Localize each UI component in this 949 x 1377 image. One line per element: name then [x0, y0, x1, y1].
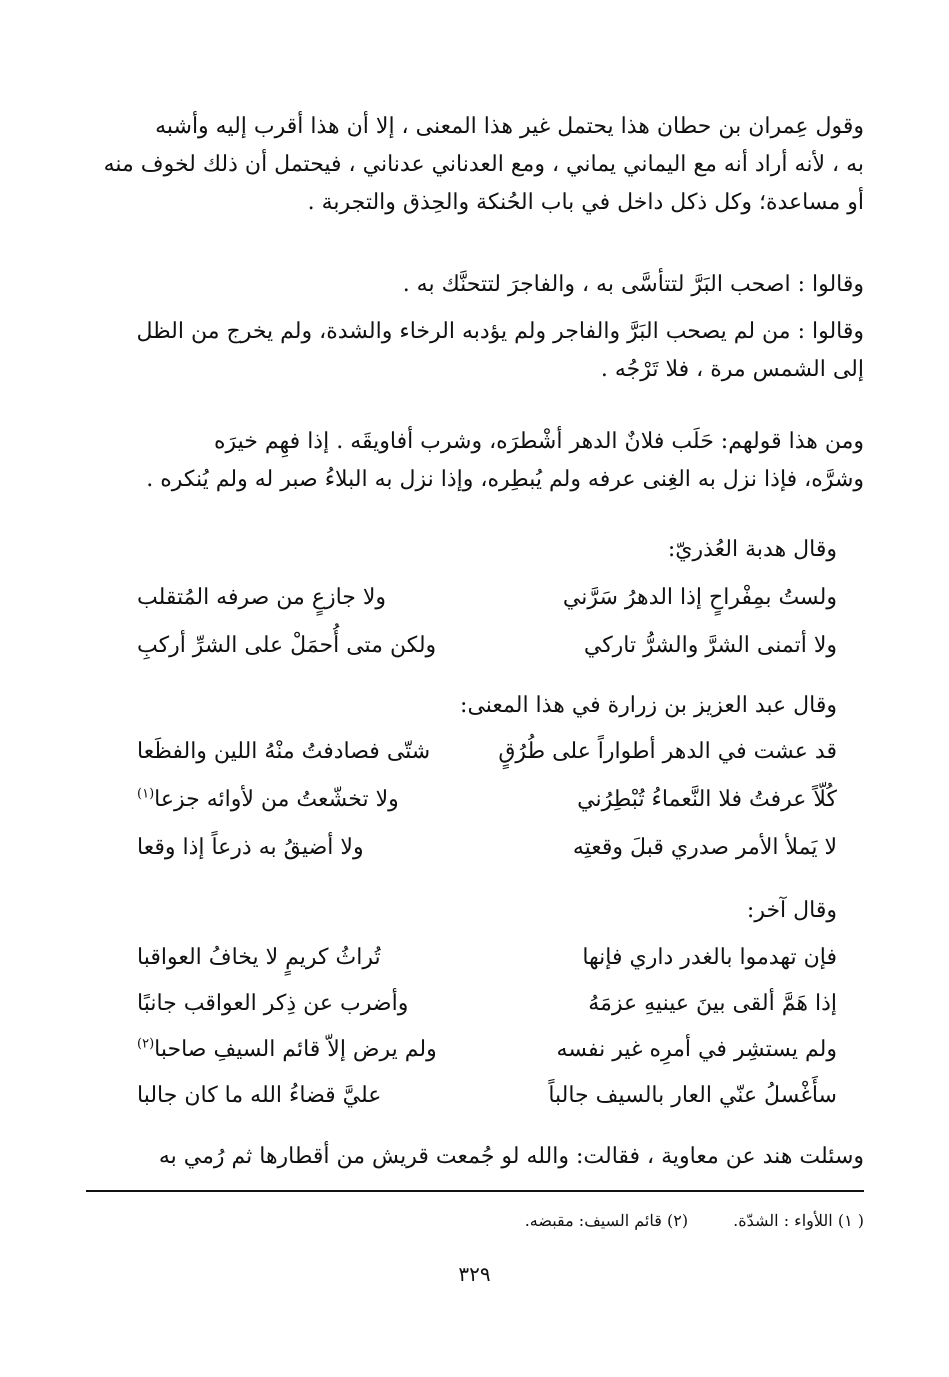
footnote-divider [86, 1190, 864, 1192]
paragraph-2 [104, 266, 864, 304]
prose-line: وقالوا : من لم يصحب البَرَّ والفاجر ولم يؤدبه الرخاء والشدة، ولم يخرج من الظل [136, 319, 864, 344]
poem-intro: وقال آخر: [746, 898, 837, 923]
verse-first-hemistich: ولا أتمنى الشرَّ والشرُّ تاركي [583, 633, 837, 658]
prose-line: ومن هذا قولهم: حَلَب فلانٌ الدهر أشْطرَه، وشرب أفاويقَه . إذا فهِم خيرَه [214, 429, 864, 454]
verse-line [137, 780, 837, 820]
page-number: ٣٢٩ [458, 1262, 491, 1286]
verse-line [137, 626, 837, 666]
prose-line: أو مساعدة؛ وكل ذكل داخل في باب الحُنكة والحِذق والتجربة . [307, 190, 864, 215]
verse-second-hemistich: وأضرب عن ذِكر العواقب جانبًا [137, 991, 409, 1016]
verse-text: ولا تخشّعتُ من لأوائه جزعا [154, 787, 399, 812]
verse-second-hemistich: ولكن متى أُحمَلْ على الشرِّ أركبِ [137, 633, 437, 658]
poem-intro: وقال هدبة العُذريّ: [667, 537, 837, 562]
verse-second-hemistich: ولا أضيقُ به ذرعاً إذا وقعا [137, 835, 364, 860]
verse-second-hemistich [137, 780, 399, 820]
poem-intro: وقال عبد العزيز بن زرارة في هذا المعنى: [460, 693, 837, 718]
verse-second-hemistich: ولا جازعٍ من صرفه المُتقلب [137, 585, 387, 610]
verse-first-hemistich: قد عشت في الدهر أطواراً على طُرُقٍ [498, 739, 837, 764]
verse-second-hemistich: تُراثُ كريمٍ لا يخافُ العواقبا [137, 945, 381, 970]
verse-line [137, 984, 837, 1024]
verse-line [137, 1030, 837, 1070]
footnote-1: ( ١) اللأواء : الشدّة. [733, 1211, 864, 1230]
verse-line [137, 732, 837, 772]
footnotes [485, 1208, 864, 1234]
verse-second-hemistich: شتّى فصادفتُ منْهُ اللين والفظَعا [137, 739, 431, 764]
verse-line [137, 828, 837, 868]
verse-second-hemistich [137, 1030, 437, 1070]
footnote-marker: (٢) [137, 1036, 155, 1052]
prose-line: إلى الشمس مرة ، فلا تَرْجُه . [600, 357, 864, 382]
paragraph-4 [104, 423, 864, 499]
verse-line [137, 1076, 837, 1116]
verse-line [137, 938, 837, 978]
paragraph-3 [104, 313, 864, 389]
verse-first-hemistich: كُلّاً عرفتُ فلا النَّعماءُ تُبْطِرُني [577, 787, 837, 812]
paragraph-5 [104, 1138, 864, 1176]
footnote-marker: (١) [137, 786, 155, 802]
prose-line: وقول عِمران بن حطان هذا يحتمل غير هذا المعنى ، إلا أن هذا أقرب إليه وأشبه [155, 114, 864, 139]
prose-line: وشرَّه، فإذا نزل به الغِنى عرفه ولم يُبطِره، وإذا نزل به البلاءُ صبر له ولم يُنكره . [146, 467, 864, 492]
verse-first-hemistich: فإن تهدموا بالغدر داري فإنها [582, 945, 837, 970]
verse-first-hemistich: سأَغْسلُ عنّي العار بالسيف جالباً [548, 1083, 837, 1108]
verse-text: ولم يرض إلاّ قائم السيفِ صاحبا [154, 1037, 437, 1062]
verse-second-hemistich: عليَّ قضاءُ الله ما كان جالبا [137, 1083, 382, 1108]
footnote-2: (٢) قائم السيف: مقبضه. [524, 1211, 689, 1230]
prose-line: به ، لأنه أراد أنه مع اليماني يماني ، ومع العدناني عدناني ، فيحتمل أن ذلك لخوف منه [104, 152, 864, 177]
verse-first-hemistich: ولم يستشِر في أمرِه غير نفسه [556, 1037, 837, 1062]
verse-first-hemistich: لا يَملأ الأمر صدري قبلَ وقعتِه [572, 835, 837, 860]
verse-first-hemistich: إذا هَمَّ ألقى بينَ عينيهِ عزمَهُ [588, 991, 837, 1016]
prose-line: وقالوا : اصحب البَرَّ لتتأسَّى به ، والفاجرَ لتتحنَّك به . [402, 272, 864, 297]
verse-line [137, 578, 837, 618]
paragraph-1 [104, 108, 864, 222]
prose-line: وسئلت هند عن معاوية ، فقالت: والله لو جُمعت قريش من أقطارها ثم رُمي به [158, 1144, 864, 1169]
verse-first-hemistich: ولستُ بمِفْراحٍ إذا الدهرُ سَرَّني [562, 585, 837, 610]
